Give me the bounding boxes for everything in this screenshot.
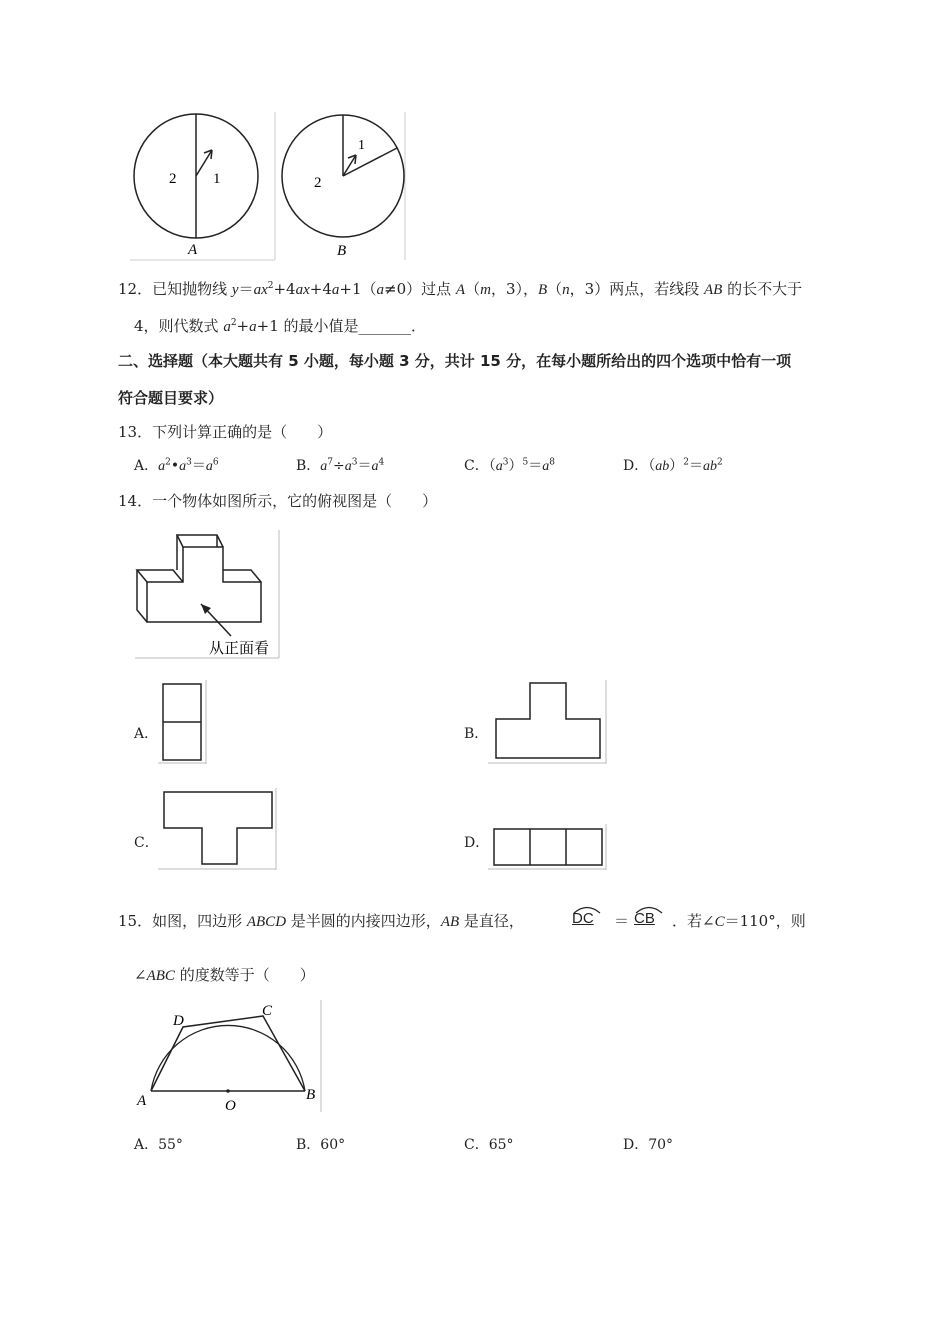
text: 2 xyxy=(230,318,237,328)
section-heading-line1: 二、选择题（本大题共有 5 小题，每小题 3 分，共计 15 分，在每小题所给出的四个选项中恰有一项 xyxy=(118,352,792,370)
text: +1（ xyxy=(339,280,377,298)
text: +4 xyxy=(309,280,332,298)
q14-solid-figure xyxy=(133,530,283,660)
option-letter: A． xyxy=(134,458,159,474)
q14-option-d-label[interactable]: D． xyxy=(464,835,490,851)
text: 的度数等于（ ） xyxy=(174,966,315,984)
question-15-line1-end xyxy=(672,910,806,931)
text: B xyxy=(537,282,548,298)
text: a xyxy=(331,282,340,298)
text: m xyxy=(480,282,491,298)
text: 是直径， xyxy=(459,912,524,930)
q13-option-b[interactable]: B．$a^7\div a^3=a^4$ xyxy=(296,457,385,474)
text: +1 的最小值是 xyxy=(256,317,359,335)
text: ＝ xyxy=(238,280,254,298)
q15-semicircle-figure xyxy=(133,1000,328,1115)
spinner-a-left-label: 2 xyxy=(169,171,177,187)
question-12-line1 xyxy=(118,278,802,299)
arc-cb xyxy=(634,904,655,927)
point-a-label: A xyxy=(137,1093,147,1109)
text: 15．如图，四边形 xyxy=(118,912,247,930)
point-b-label: B xyxy=(306,1087,316,1103)
point-d-label: D xyxy=(173,1013,184,1029)
q14-option-b-label[interactable]: B． xyxy=(464,726,489,742)
arc-dc-label: DC xyxy=(572,910,594,927)
spinner-figure xyxy=(130,112,410,262)
text: +4 xyxy=(273,280,296,298)
option-letter: C． xyxy=(464,458,489,474)
text: + xyxy=(236,317,250,335)
arc-dc xyxy=(572,904,594,927)
text: a xyxy=(249,319,257,335)
spinner-a-right-label: 1 xyxy=(213,171,221,187)
text: 是半圆的内接四边形， xyxy=(286,912,441,930)
text: a xyxy=(376,282,385,298)
q13-option-d[interactable]: D．$(ab)^2=ab^2$ xyxy=(623,457,723,474)
spinner-b-right-label: 1 xyxy=(358,138,365,153)
text: AB xyxy=(703,282,723,298)
option-letter: D． xyxy=(623,458,649,474)
text: ∠ xyxy=(134,966,147,984)
text: ＝110°，则 xyxy=(724,912,806,930)
text: ax xyxy=(295,282,310,298)
q15-option-a[interactable]: A．55° xyxy=(134,1137,183,1153)
text: a xyxy=(223,319,231,335)
text: n xyxy=(562,282,570,298)
text: （ xyxy=(547,280,563,298)
text: ． xyxy=(411,317,427,335)
q13-option-a[interactable]: A．$a^2•a^3=a^6$ xyxy=(134,457,219,474)
q15-option-d[interactable]: D．70° xyxy=(623,1137,674,1153)
q14-option-a-figure[interactable] xyxy=(158,680,208,765)
question-12-line2 xyxy=(134,315,426,336)
q15-option-b[interactable]: B．60° xyxy=(296,1137,346,1153)
text: ．若∠ xyxy=(672,912,715,930)
spinner-b-caption: B xyxy=(337,243,347,259)
text: y xyxy=(231,282,239,298)
question-14-stem: 14．一个物体如图所示，它的俯视图是（ ） xyxy=(118,492,438,510)
text: ，3）两点，若线段 xyxy=(569,280,704,298)
q14-option-b-figure[interactable] xyxy=(488,680,610,765)
spinner-a xyxy=(134,114,258,258)
spinner-b xyxy=(282,115,404,259)
q14-option-a-label[interactable]: A． xyxy=(134,726,159,742)
q14-option-d-figure[interactable] xyxy=(488,824,610,872)
question-15-line1 xyxy=(118,910,524,931)
text: ≠0）过点 xyxy=(384,280,456,298)
option-letter: B． xyxy=(296,458,321,474)
text: 2 xyxy=(267,281,274,291)
q15-option-c[interactable]: C．65° xyxy=(464,1137,514,1153)
text: （ xyxy=(465,280,481,298)
q14-option-c-label[interactable]: C． xyxy=(134,835,159,851)
question-number: 12． xyxy=(118,280,153,298)
text: 已知抛物线 xyxy=(152,280,232,298)
spinner-a-caption: A xyxy=(188,242,198,258)
spinner-b-left-label: 2 xyxy=(314,175,322,191)
text: ax xyxy=(253,282,268,298)
q13-option-c[interactable]: C．$(a^3)^5=a^8$ xyxy=(464,457,555,474)
point-c-label: C xyxy=(262,1003,273,1019)
text: ABC xyxy=(146,968,175,984)
point-o-label: O xyxy=(225,1098,236,1114)
question-13-stem: 13．下列计算正确的是（ ） xyxy=(118,423,333,441)
equals-sign: ＝ xyxy=(614,912,630,930)
arc-cb-label: CB xyxy=(634,910,655,927)
text: A xyxy=(455,282,466,298)
section-heading-line2: 符合题目要求） xyxy=(118,389,224,407)
text: ，3）， xyxy=(490,280,538,298)
question-15-line2 xyxy=(134,964,315,985)
text: ABCD xyxy=(246,914,287,930)
text: 的长不大于 xyxy=(722,280,803,298)
q14-option-c-figure[interactable] xyxy=(158,788,280,872)
answer-blank[interactable]: _______ xyxy=(358,317,412,335)
text: 4，则代数式 xyxy=(134,317,224,335)
text: C xyxy=(714,914,725,930)
text: AB xyxy=(440,914,460,930)
q14-view-label: 从正面看 xyxy=(209,639,270,657)
